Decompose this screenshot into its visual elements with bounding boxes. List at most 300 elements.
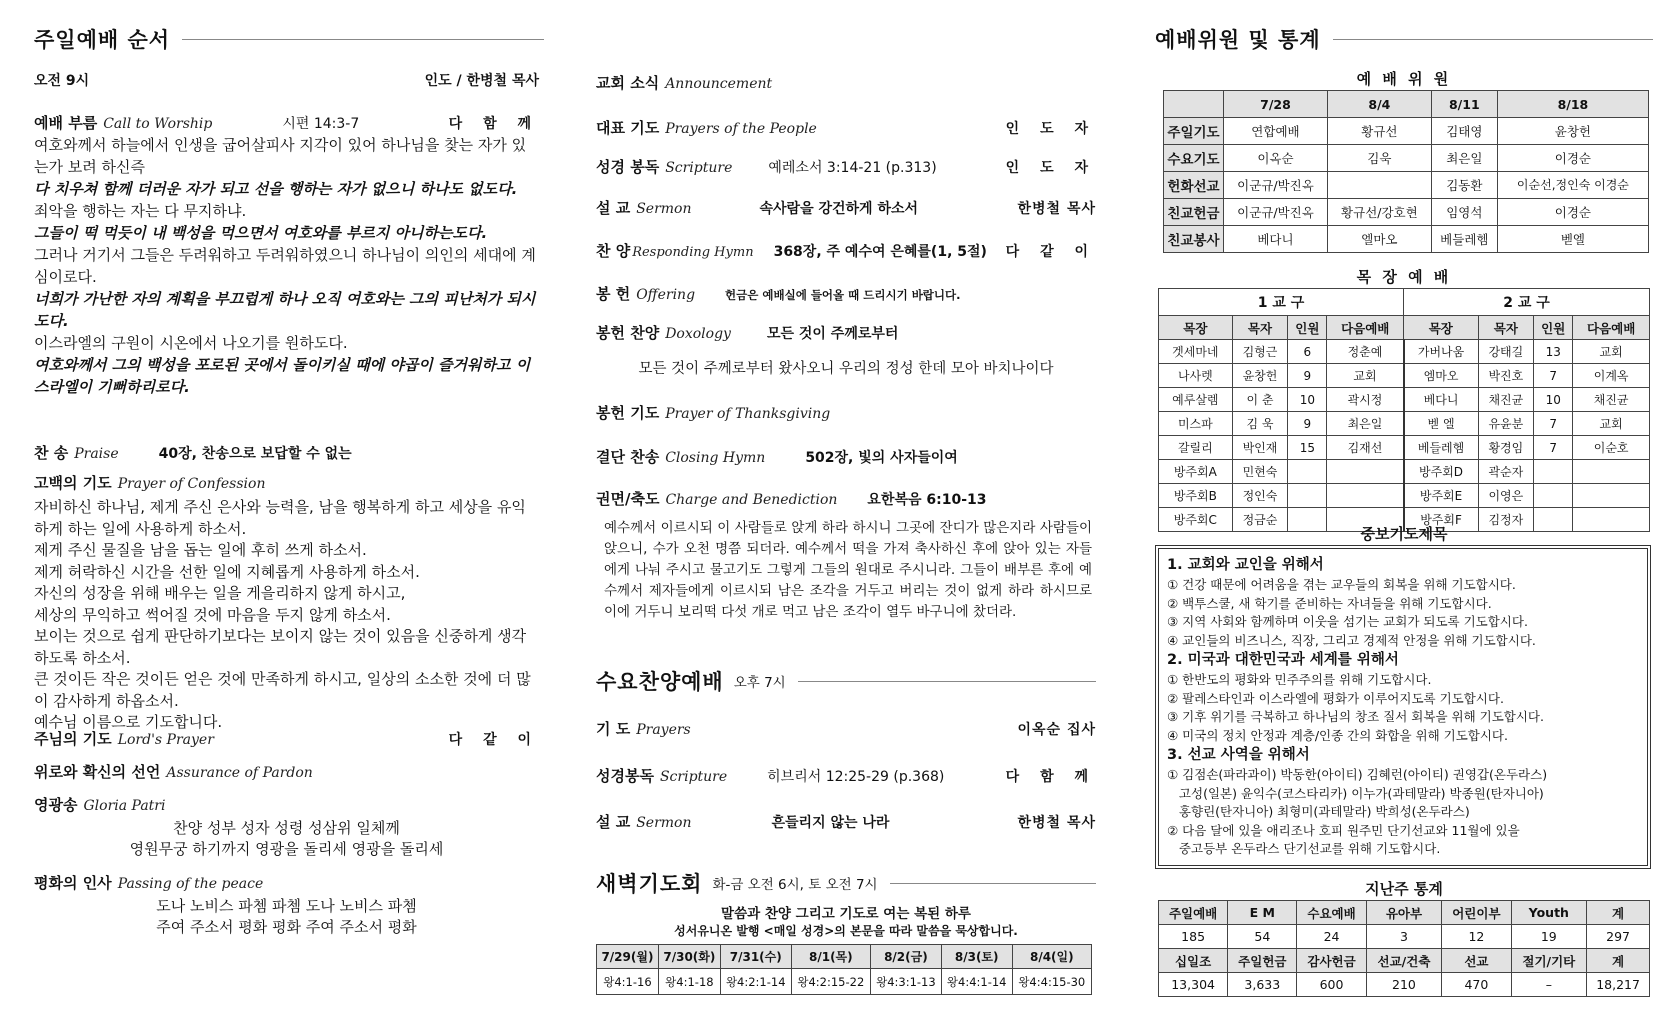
wed-prayer-en: Prayers: [636, 722, 691, 738]
mokjang-cell: 교회: [1327, 364, 1404, 388]
committee-cell: 최은일: [1431, 145, 1497, 172]
peace-line-1: 도나 노비스 파쳄 파쳄 도나 노비스 파쳄: [156, 897, 417, 915]
closing-hymn: 502장, 빛의 사자들이여: [805, 450, 958, 466]
service-time-row: [34, 70, 539, 90]
wednesday-time: 오후 7시: [733, 675, 786, 691]
stats-header-row: [1159, 901, 1650, 925]
stats-value-cell: –: [1511, 973, 1587, 997]
mokjang-group-2: 2 교 구: [1404, 289, 1650, 316]
stats-header-row: [1159, 949, 1650, 973]
dawn-day-cell: 7/30(화): [658, 945, 720, 969]
gloria-en: Gloria Patri: [83, 798, 166, 814]
doxology-label: 봉헌 찬양: [596, 324, 660, 342]
peace-en: Passing of the peace: [117, 876, 264, 892]
mokjang-cell: [1573, 484, 1650, 508]
wed-scripture-row: [596, 765, 1096, 786]
mokjang-cell: 방주회D: [1404, 460, 1478, 484]
mokjang-cell: 방주회F: [1404, 508, 1478, 532]
right-section-header: [1155, 24, 1653, 54]
praise-row: [34, 442, 539, 463]
doxology-lyrics: 모든 것이 주께로부터 왔사오니 우리의 정성 한데 모아 바치나이다: [638, 361, 1054, 377]
stats-header-cell: 어린이부: [1442, 901, 1511, 925]
dawn-text-cell: 왕4:1-18: [658, 969, 720, 995]
committee-cell: 베다니: [1224, 226, 1328, 253]
intercession-box: [1158, 548, 1648, 866]
gloria-row: [34, 794, 539, 815]
mokjang-cell: 이순호: [1573, 436, 1650, 460]
mokjang-cell: 유윤분: [1478, 412, 1534, 436]
mokjang-cell: 엠마오: [1404, 364, 1478, 388]
mokjang-cell: 가버나움: [1404, 340, 1478, 364]
wed-scripture-by: 다 함 께: [1005, 769, 1096, 785]
response-by: 다 같 이: [1005, 244, 1096, 260]
sermon-by: 한병철 목사: [1017, 201, 1096, 217]
stats-value-cell: 600: [1297, 973, 1366, 997]
stats-value-cell: 185: [1159, 925, 1228, 949]
stats-header-cell: 수요예배: [1297, 901, 1366, 925]
mokjang-cell: 교회: [1573, 412, 1650, 436]
sermon-label: 설 교: [596, 199, 631, 217]
mokjang-cell: [1327, 484, 1404, 508]
mokjang-cell: 벧 엘: [1404, 412, 1478, 436]
stats-value-cell: 18,217: [1587, 973, 1650, 997]
mokjang-cell: 7: [1534, 436, 1573, 460]
psalm-line: 그러나 거기서 그들은 두려워하고 두려워하였으니 하나님이 의인의 세대에 계심이로다.: [34, 246, 536, 286]
committee-role-label: 친교헌금: [1164, 199, 1224, 226]
stats-header-cell: 선교: [1442, 949, 1511, 973]
intercession-item: 홍향린(탄자니아) 최형미(과테말라) 박희성(온두라스): [1167, 804, 1470, 819]
mokjang-cell: 10: [1534, 388, 1573, 412]
intercession-item: ① 건강 때문에 어려움을 겪는 교우들의 회복을 위해 기도합시다.: [1167, 577, 1516, 592]
mokjang-cell: 방주회C: [1159, 508, 1233, 532]
committee-cell: 김동환: [1431, 172, 1497, 199]
gloria-label: 영광송: [34, 796, 78, 814]
prayers-en: Prayers of the People: [665, 121, 817, 137]
committee-date-cell: 8/4: [1327, 91, 1431, 118]
mokjang-cell: 윤창헌: [1232, 364, 1288, 388]
committee-cell: 윤창헌: [1497, 118, 1648, 145]
response-hymn: 368장, 주 예수여 은혜를(1, 5절): [773, 244, 987, 260]
mokjang-cell: 방주회A: [1159, 460, 1233, 484]
mokjang-cell: [1327, 460, 1404, 484]
dawn-reading-table: [596, 944, 1092, 995]
psalm-responsive-reading: [34, 134, 539, 398]
mokjang-row: [1159, 436, 1650, 460]
committee-cell: 이경순: [1497, 145, 1648, 172]
committee-row: [1164, 172, 1649, 199]
committee-cell: 이순선,정인숙 이경순: [1497, 172, 1648, 199]
responding-hymn-row: [596, 240, 1096, 261]
thanksgiving-row: [596, 402, 1096, 423]
dawn-rule: [890, 883, 1096, 884]
call-label: 예배 부름: [34, 114, 98, 132]
committee-cell: 황규선: [1327, 118, 1431, 145]
intercession-item: ④ 교인들의 비즈니스, 직장, 그리고 경제적 안정을 위해 기도합시다.: [1167, 632, 1536, 648]
gloria-line-2: 영원무궁 하기까지 영광을 돌리세 영광을 돌리세: [129, 840, 444, 858]
intercession-item: ① 김점손(파라과이) 박동한(아이티) 김혜런(아이티) 권영갑(온두라스): [1167, 767, 1548, 782]
closing-label: 결단 찬송: [596, 448, 660, 466]
closing-en: Closing Hymn: [665, 450, 766, 466]
mokjang-header-cell: 인원: [1534, 316, 1573, 340]
offering-row: [596, 283, 1096, 304]
wed-sermon-by: 한병철 목사: [1017, 815, 1096, 831]
committee-corner-cell: [1164, 91, 1224, 118]
mokjang-table-title: 목 장 예 배: [1356, 268, 1452, 286]
stats-header-cell: 유아부: [1366, 901, 1442, 925]
assurance-en: Assurance of Pardon: [166, 765, 313, 781]
mokjang-cell: 교회: [1573, 340, 1650, 364]
committee-date-cell: 8/18: [1497, 91, 1648, 118]
dawn-time: 화-금 오전 6시, 토 오전 7시: [712, 877, 878, 893]
mokjang-cell: 박인재: [1232, 436, 1288, 460]
doxology-hymn: 모든 것이 주께로부터: [766, 326, 899, 342]
dawn-section-header: [596, 868, 1096, 898]
mokjang-cell: 이 춘: [1232, 388, 1288, 412]
intercession-heading: 1. 교회와 교인을 위해서: [1167, 557, 1324, 573]
stats-value-cell: 19: [1511, 925, 1587, 949]
stats-value-cell: 210: [1366, 973, 1442, 997]
offering-note: 헌금은 예배실에 들어올 때 드리시기 바랍니다.: [725, 288, 961, 302]
dawn-day-cell: 8/4(일): [1012, 945, 1091, 969]
committee-cell: 김태영: [1431, 118, 1497, 145]
peace-row: [34, 872, 539, 893]
stats-header-cell: 계: [1587, 949, 1650, 973]
closing-hymn-row: [596, 446, 1096, 467]
mokjang-cell: 겟세마네: [1159, 340, 1233, 364]
mokjang-cell: 박진호: [1478, 364, 1534, 388]
mokjang-row: [1159, 412, 1650, 436]
stats-header-cell: 선교/건축: [1366, 949, 1442, 973]
service-time: 오전 9시: [34, 73, 90, 89]
scripture-ref: 예레소서 3:14-21 (p.313): [768, 160, 937, 176]
benediction-ref: 요한복음 6:10-13: [867, 492, 987, 508]
stats-value-cell: 54: [1228, 925, 1297, 949]
wed-sermon-label: 설 교: [596, 813, 631, 831]
dawn-line-1: 말씀과 찬양 그리고 기도로 여는 복된 하루: [721, 906, 971, 922]
psalm-line: 여호와께서 그의 백성을 포로된 곳에서 돌이키실 때에 야곱이 즐거워하고 이스라엘이 기뻐하리로다.: [34, 356, 531, 396]
mokjang-cell: 베들레헴: [1404, 436, 1478, 460]
stats-value-cell: 3,633: [1228, 973, 1297, 997]
wed-prayer-by: 이옥순 집사: [1017, 722, 1096, 738]
stats-value-row: [1159, 925, 1650, 949]
offering-label: 봉 헌: [596, 285, 631, 303]
praise-label: 찬 송: [34, 444, 69, 462]
sermon-title: 속사람을 강건하게 하소서: [759, 201, 919, 217]
psalm-line: 죄악을 행하는 자는 다 무지하냐.: [34, 202, 247, 220]
committee-row: [1164, 199, 1649, 226]
mokjang-cell: 김형근: [1232, 340, 1288, 364]
dawn-text-cell: 왕4:2:15-22: [791, 969, 870, 995]
wednesday-section-header: [596, 666, 1096, 696]
committee-cell: 벧엘: [1497, 226, 1648, 253]
mokjang-cell: [1534, 484, 1573, 508]
benediction-text: 예수께서 이르시되 이 사람들로 앉게 하라 하시니 그곳에 잔디가 많은지라 사람들이 앉으니, 수가 오천 명쯤 되더라. 예수께서 떡을 가져 축사하신 후에 앉아 있는 자들에게 나눠 주시고 물고기도 그렇게 그들의 원대로 주시니라. 그들이 배부른 후에 예수께서 제자들에게 이르시되 남은 조각을 거두고 버리는 것이 없게 하라 하시므로 이에 거두니 보리떡 다섯 개로 먹고 남은 조각이 열두 바구니에 찼더라.: [604, 520, 1092, 620]
committee-date-cell: 8/11: [1431, 91, 1497, 118]
offering-en: Offering: [636, 287, 696, 303]
dawn-texts-row: [597, 969, 1092, 995]
doxology-row: [596, 322, 1096, 343]
scripture-row: [596, 156, 1096, 177]
wed-sermon-row: [596, 811, 1096, 832]
confession-prayer-text: 자비하신 하나님, 제게 주신 은사와 능력을, 남을 행복하게 하고 세상을 유익하게 하는 일에 사용하게 하소서. 제게 주신 물질을 남을 돕는 일에 후히 쓰게 하소서. 제게 허락하신 시간을 선한 일에 지혜롭게 사용하게 하소서. 자신의 성장을 위해 배우는 일을 게을리하지 않게 하시고, 세상의 무익하고 썩어질 것에 마음을 두지 않게 하소서. 보이는 것으로 쉽게 판단하기보다는 보이지 않는 것이 있음을 신중하게 생각하도록 하소서. 큰 것이든 작은 것이든 얻은 것에 만족하게 하시고, 일상의 소소한 것에 더 많이 감사하게 하옵소서. 예수님 이름으로 기도합니다.: [34, 498, 531, 731]
committee-cell: [1327, 172, 1431, 199]
confession-row: [34, 472, 539, 493]
wed-scripture-ref: 히브리서 12:25-29 (p.368): [767, 769, 945, 785]
mokjang-cell: 최은일: [1327, 412, 1404, 436]
committee-stats-column: [1155, 0, 1653, 1020]
sunday-section-header: [34, 24, 544, 54]
mokjang-cell: 방주회E: [1404, 484, 1478, 508]
gloria-line-1: 찬양 성부 성자 성령 성삼위 일체께: [173, 819, 400, 837]
dawn-day-cell: 7/29(월): [597, 945, 659, 969]
intercession-heading: 3. 선교 사역을 위해서: [1167, 747, 1310, 763]
committee-role-label: 친교봉사: [1164, 226, 1224, 253]
dawn-day-cell: 7/31(수): [720, 945, 791, 969]
dawn-text-cell: 왕4:3:1-13: [871, 969, 942, 995]
wed-sermon-title: 흔들리지 않는 나라: [771, 815, 890, 831]
dawn-text-cell: 왕4:4:1-14: [941, 969, 1012, 995]
scripture-en: Scripture: [665, 160, 733, 176]
announcement-en: Announcement: [665, 76, 773, 92]
committee-table-title: 예 배 위 원: [1356, 70, 1452, 88]
mokjang-cell: 김정자: [1478, 508, 1534, 532]
wed-scripture-label: 성경봉독: [596, 767, 654, 785]
prayers-label: 대표 기도: [596, 119, 660, 137]
response-en: Responding Hymn: [632, 245, 754, 260]
assurance-label: 위로와 확신의 선언: [34, 763, 161, 781]
committee-table: [1163, 90, 1649, 253]
committee-date-cell: 7/28: [1224, 91, 1328, 118]
sermon-en: Sermon: [636, 201, 692, 217]
psalm-line: 여호와께서 하늘에서 인생을 굽어살피사 지각이 있어 하나님을 찾는 자가 있는가 보려 하신즉: [34, 136, 527, 176]
service-leader: 인도 / 한병철 목사: [424, 73, 539, 89]
committee-cell: 이옥순: [1224, 145, 1328, 172]
committee-row: [1164, 145, 1649, 172]
psalm-line: 그들이 떡 먹듯이 내 백성을 먹으면서 여호와를 부르지 아니하는도다.: [34, 224, 488, 242]
mokjang-cell: [1288, 460, 1327, 484]
stats-header-cell: 계: [1587, 901, 1650, 925]
mokjang-cell: 13: [1534, 340, 1573, 364]
praise-hymn: 40장, 찬송으로 보답할 수 없는: [158, 446, 352, 462]
peace-line-2: 주여 주소서 평화 평화 주여 주소서 평화: [156, 918, 417, 936]
committee-cell: 이군규/박진옥: [1224, 172, 1328, 199]
mokjang-cell: 예루살렘: [1159, 388, 1233, 412]
committee-cell: 김욱: [1327, 145, 1431, 172]
praise-en: Praise: [74, 446, 119, 462]
mokjang-cell: 김 욱: [1232, 412, 1288, 436]
mokjang-cell: [1288, 484, 1327, 508]
response-label: 찬 양: [596, 242, 631, 260]
thanksgiving-en: Prayer of Thanksgiving: [665, 406, 831, 422]
mokjang-cell: 채진균: [1478, 388, 1534, 412]
intercession-item: ② 다음 달에 있을 애리조나 호피 원주민 단기선교와 11월에 있을: [1167, 822, 1520, 838]
benediction-row: [596, 488, 1096, 509]
wednesday-rule: [798, 681, 1096, 682]
committee-cell: 연합예배: [1224, 118, 1328, 145]
mokjang-cell: 미스파: [1159, 412, 1233, 436]
stats-table: [1158, 900, 1650, 997]
intercession-title: 중보기도제목: [1360, 525, 1448, 543]
stats-value-cell: 24: [1297, 925, 1366, 949]
committee-stats-title: 예배위원 및 통계: [1155, 28, 1321, 52]
prayers-row: [596, 117, 1096, 138]
intercession-item: 고성(일본) 윤익수(코스타리카) 이누가(과테말라) 박종원(탄자니아): [1167, 785, 1544, 801]
mokjang-cell: 나사렛: [1159, 364, 1233, 388]
committee-cell: 이군규/박진옥: [1224, 199, 1328, 226]
mokjang-group-row: [1159, 289, 1650, 316]
call-to-worship-row: [34, 112, 539, 133]
mokjang-cell: 채진균: [1573, 388, 1650, 412]
mokjang-header-cell: 다음예배: [1573, 316, 1650, 340]
committee-row: [1164, 226, 1649, 253]
benediction-en: Charge and Benediction: [665, 492, 838, 508]
stats-header-cell: E M: [1228, 901, 1297, 925]
dawn-days-row: [597, 945, 1092, 969]
mokjang-cell: 10: [1288, 388, 1327, 412]
stats-value-cell: 12: [1442, 925, 1511, 949]
committee-row: [1164, 118, 1649, 145]
stats-value-cell: 470: [1442, 973, 1511, 997]
mokjang-cell: 방주회B: [1159, 484, 1233, 508]
mokjang-header-cell: 목자: [1478, 316, 1534, 340]
psalm-line: 이스라엘의 구원이 시온에서 나오기를 원하도다.: [34, 334, 348, 352]
committee-role-label: 헌화선교: [1164, 172, 1224, 199]
mokjang-cell: 정춘예: [1327, 340, 1404, 364]
mokjang-group-1: 1 교 구: [1159, 289, 1404, 316]
mokjang-cell: 이영은: [1478, 484, 1534, 508]
mokjang-cell: 6: [1288, 340, 1327, 364]
right-header-rule: [1333, 39, 1653, 40]
mokjang-cell: 황경임: [1478, 436, 1534, 460]
stats-header-cell: 십일조: [1159, 949, 1228, 973]
mokjang-cell: 강태길: [1478, 340, 1534, 364]
stats-header-cell: 감사헌금: [1297, 949, 1366, 973]
scripture-by: 인 도 자: [1005, 160, 1096, 176]
peace-lyrics: [34, 896, 539, 938]
psalm-line: 다 치우쳐 함께 더러운 자가 되고 선을 행하는 자가 없으니 하나도 없도다.: [34, 180, 518, 198]
mokjang-header-cell: 다음예배: [1327, 316, 1404, 340]
mokjang-row: [1159, 364, 1650, 388]
mokjang-cell: 갈릴리: [1159, 436, 1233, 460]
wed-prayer-row: [596, 718, 1096, 739]
order-of-worship-column: [34, 0, 544, 1020]
intercession-item: ③ 지역 사회와 함께하며 이웃을 섬기는 교회가 되도록 기도합시다.: [1167, 614, 1528, 629]
mokjang-cell: 9: [1288, 412, 1327, 436]
wed-prayer-label: 기 도: [596, 720, 631, 738]
call-en: Call to Worship: [103, 116, 213, 132]
intercession-item: ② 팔레스타인과 이스라엘에 평화가 이루어지도록 기도합시다.: [1167, 690, 1504, 706]
mokjang-row: [1159, 340, 1650, 364]
mokjang-cell: 7: [1534, 364, 1573, 388]
mokjang-header-cell: 목장: [1404, 316, 1478, 340]
lords-prayer-row: [34, 728, 539, 749]
sunday-title: 주일예배 순서: [34, 28, 171, 52]
stats-title: 지난주 통계: [1365, 880, 1443, 898]
mokjang-cell: 정인숙: [1232, 484, 1288, 508]
psalm-line: 너희가 가난한 자의 계획을 부끄럽게 하나 오직 여호와는 그의 피난처가 되시도다.: [34, 290, 536, 330]
committee-role-label: 수요기도: [1164, 145, 1224, 172]
dawn-title: 새벽기도회: [596, 872, 703, 896]
mokjang-table: [1158, 288, 1650, 532]
intercession-item: ③ 기후 위기를 극복하고 하나님의 창조 질서 회복을 위해 기도합시다.: [1167, 709, 1544, 724]
lords-en: Lord's Prayer: [117, 732, 214, 748]
committee-cell: 임영석: [1431, 199, 1497, 226]
mokjang-cell: 김재선: [1327, 436, 1404, 460]
stats-value-cell: 13,304: [1159, 973, 1228, 997]
wednesday-title: 수요찬양예배: [596, 670, 724, 694]
stats-value-cell: 297: [1587, 925, 1650, 949]
mokjang-cell: 9: [1288, 364, 1327, 388]
intercession-item: ① 한반도의 평화와 민주주의를 위해 기도합시다.: [1167, 672, 1432, 687]
peace-label: 평화의 인사: [34, 874, 112, 892]
intercession-item: 중고등부 온두라스 단기선교를 위해 기도합시다.: [1167, 841, 1441, 856]
wed-scripture-en: Scripture: [659, 769, 728, 785]
dawn-line-2: 성서유니온 발행 <매일 성경>의 본문을 따라 말씀을 묵상합니다.: [674, 924, 1018, 938]
benediction-label: 권면/축도: [596, 490, 660, 508]
stats-header-cell: 절기/기타: [1511, 949, 1587, 973]
mokjang-row: [1159, 388, 1650, 412]
mokjang-cell: 7: [1534, 412, 1573, 436]
stats-value-row: [1159, 973, 1650, 997]
wed-sermon-en: Sermon: [636, 815, 692, 831]
confession-label: 고백의 기도: [34, 474, 112, 492]
scripture-label: 성경 봉독: [596, 158, 660, 176]
call-by: 다 함 께: [448, 116, 539, 132]
committee-role-label: 주일기도: [1164, 118, 1224, 145]
committee-cell: 베들레헴: [1431, 226, 1497, 253]
stats-header-cell: 주일예배: [1159, 901, 1228, 925]
stats-value-cell: 3: [1366, 925, 1442, 949]
announcement-label: 교회 소식: [596, 74, 660, 92]
committee-cell: 황규선/강호현: [1327, 199, 1431, 226]
mokjang-cell: 곽시정: [1327, 388, 1404, 412]
mokjang-cell: 이계옥: [1573, 364, 1650, 388]
doxology-en: Doxology: [665, 326, 731, 342]
intercession-item: ② 백투스쿨, 새 학기를 준비하는 자녀들을 위해 기도합시다.: [1167, 595, 1492, 611]
call-ref: 시편 14:3-7: [282, 116, 360, 132]
lords-by: 다 같 이: [448, 732, 539, 748]
committee-cell: 이경순: [1497, 199, 1648, 226]
mokjang-header-cell: 인원: [1288, 316, 1327, 340]
mokjang-row: [1159, 484, 1650, 508]
mokjang-cell: 정금순: [1232, 508, 1288, 532]
mokjang-row: [1159, 460, 1650, 484]
thanksgiving-label: 봉헌 기도: [596, 404, 660, 422]
dawn-day-cell: 8/1(목): [791, 945, 870, 969]
sermon-row: [596, 197, 1096, 218]
gloria-lyrics: [34, 818, 539, 860]
assurance-row: [34, 761, 539, 782]
mokjang-header-cell: 목자: [1232, 316, 1288, 340]
intercession-heading: 2. 미국과 대한민국과 세계를 위해서: [1167, 652, 1399, 668]
dawn-text-cell: 왕4:1-16: [597, 969, 659, 995]
mokjang-header-cell: 목장: [1159, 316, 1233, 340]
stats-header-cell: Youth: [1511, 901, 1587, 925]
intercession-item: ④ 미국의 정치 안정과 계층/인종 간의 화합을 위해 기도합시다.: [1167, 727, 1508, 743]
dawn-text-cell: 왕4:2:1-14: [720, 969, 791, 995]
header-rule: [182, 39, 544, 40]
stats-header-cell: 주일헌금: [1228, 949, 1297, 973]
committee-header-row: [1164, 91, 1649, 118]
mokjang-cell: 15: [1288, 436, 1327, 460]
mokjang-header-row: [1159, 316, 1650, 340]
lords-label: 주님의 기도: [34, 730, 112, 748]
order-continued-column: [596, 0, 1096, 1020]
mokjang-cell: 민현숙: [1232, 460, 1288, 484]
committee-cell: 엘마오: [1327, 226, 1431, 253]
dawn-text-cell: 왕4:4:15-30: [1012, 969, 1091, 995]
confession-en: Prayer of Confession: [117, 476, 266, 492]
